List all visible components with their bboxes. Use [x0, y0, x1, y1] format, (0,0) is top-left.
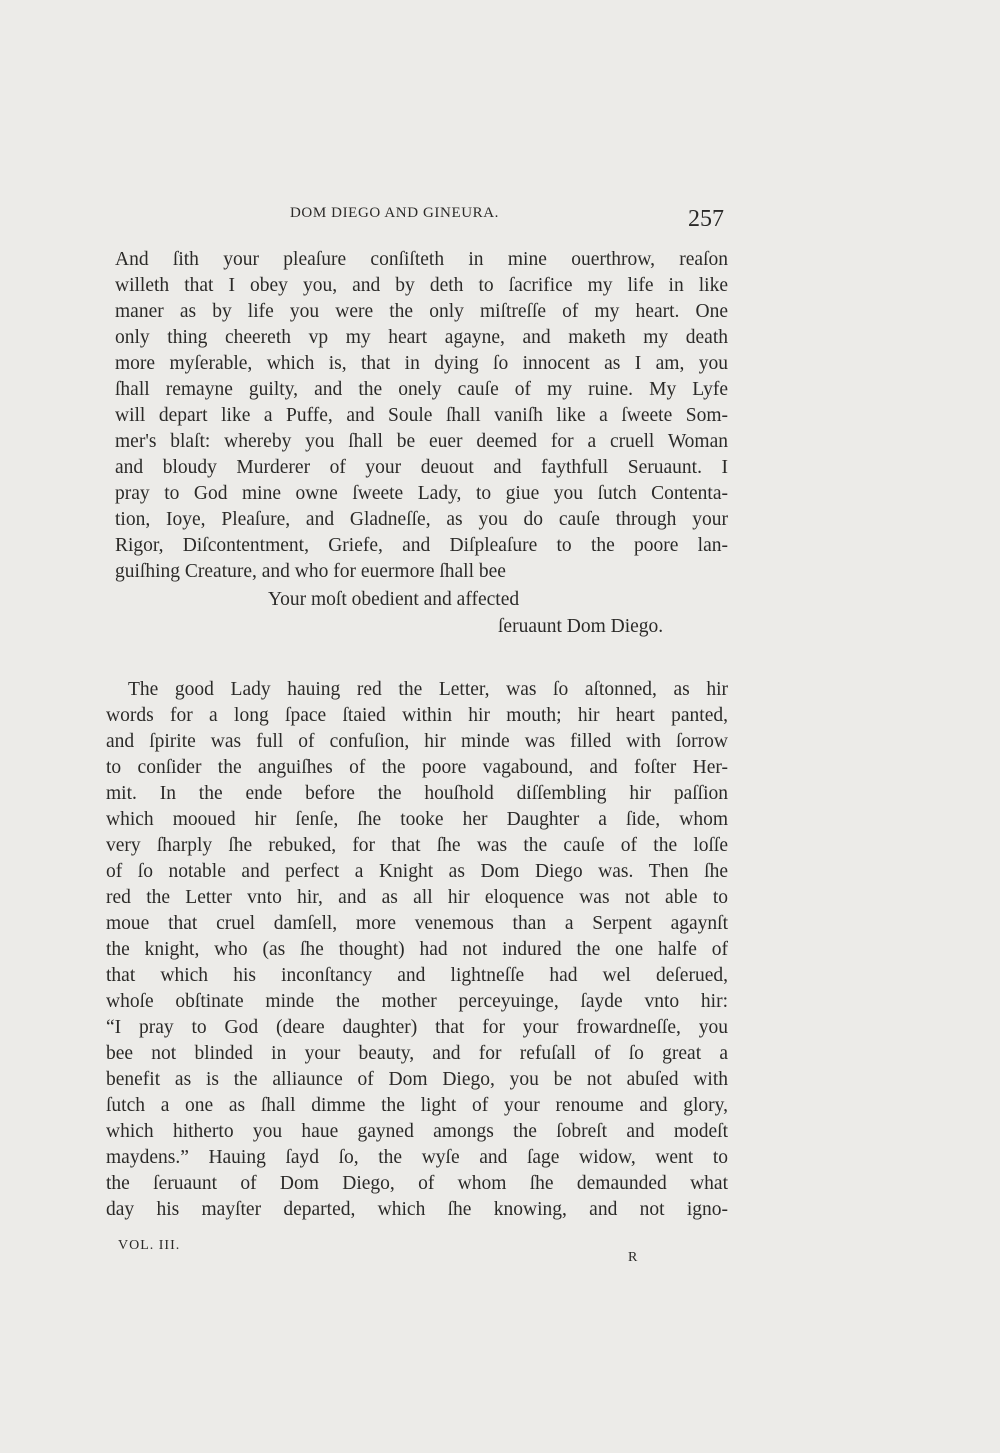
letter-closing: Your moſt obedient and affected — [268, 589, 520, 610]
narrative-line: the ſeruaunt of Dom Diego, of whom ſhe demaunded what — [106, 1173, 728, 1194]
letter-line: more myſerable, which is, that in dying ſo innocent as I am, you — [115, 353, 728, 374]
narrative-line: maydens.” Hauing ſayd ſo, the wyſe and ſage widow, went to — [106, 1147, 728, 1168]
narrative-line: red the Letter vnto hir, and as all hir eloquence was not able to — [106, 887, 728, 908]
narrative-line: very ſharply ſhe rebuked, for that ſhe was the cauſe of the loſſe — [106, 835, 728, 856]
letter-line: ſhall remayne guilty, and the onely cauſe of my ruine. My Lyfe — [115, 379, 728, 400]
narrative-line: which hitherto you haue gayned amongs the ſobreſt and modeſt — [106, 1121, 728, 1142]
narrative-line: that which his inconſtancy and lightneſſe had wel deſerued, — [106, 965, 728, 986]
letter-line: And ſith your pleaſure conſiſteth in mine ouerthrow, reaſon — [115, 249, 728, 270]
letter-line: and bloudy Murderer of your deuout and faythfull Seruaunt. I — [115, 457, 728, 478]
narrative-line: the knight, who (as ſhe thought) had not indured the one halfe of — [106, 939, 728, 960]
narrative-line: and ſpirite was full of confuſion, hir minde was filled with ſorrow — [106, 731, 728, 752]
narrative-line: words for a long ſpace ſtaied within hir mouth; hir heart panted, — [106, 705, 728, 726]
letter-line: pray to God mine owne ſweete Lady, to giue you ſutch Contenta- — [115, 483, 728, 504]
narrative-line: moue that cruel damſell, more venemous than a Serpent agaynſt — [106, 913, 728, 934]
running-title: DOM DIEGO AND GINEURA. — [290, 205, 500, 221]
narrative-line: to conſider the anguiſhes of the poore vagabound, and foſter Her- — [106, 757, 728, 778]
narrative-line: benefit as is the alliaunce of Dom Diego, you be not abuſed with — [106, 1069, 728, 1090]
letter-line: tion, Ioye, Pleaſure, and Gladneſſe, as you do cauſe through your — [115, 509, 728, 530]
letter-line: only thing cheereth vp my heart agayne, and maketh my death — [115, 327, 728, 348]
narrative-line: day his mayſter departed, which ſhe knowing, and not igno- — [106, 1199, 728, 1220]
letter-signature: ſeruaunt Dom Diego. — [498, 616, 664, 637]
letter-line: willeth that I obey you, and by deth to ſacrifice my life in like — [115, 275, 728, 296]
signature-mark: R — [628, 1250, 638, 1265]
letter-last-line: guiſhing Creature, and who for euermore ſhall bee — [115, 561, 506, 582]
letter-line: will depart like a Puffe, and Soule ſhall vaniſh like a ſweete Som- — [115, 405, 728, 426]
letter-line: mer's blaſt: whereby you ſhall be euer deemed for a cruell Woman — [115, 431, 728, 452]
letter-line: Rigor, Diſcontentment, Griefe, and Diſpleaſure to the poore lan- — [115, 535, 728, 556]
narrative-line: of ſo notable and perfect a Knight as Dom Diego was. Then ſhe — [106, 861, 728, 882]
narrative-line: “I pray to God (deare daughter) that for your frowardneſſe, you — [106, 1017, 728, 1038]
narrative-line: bee not blinded in your beauty, and for refuſall of ſo great a — [106, 1043, 728, 1064]
narrative-line: mit. In the ende before the houſhold diſſembling hir paſſion — [106, 783, 728, 804]
volume-label: VOL. III. — [118, 1238, 181, 1253]
letter-line: maner as by life you were the only miſtreſſe of my heart. One — [115, 301, 728, 322]
page-number: 257 — [688, 206, 724, 232]
narrative-line: whoſe obſtinate minde the mother perceyuinge, ſayde vnto hir: — [106, 991, 728, 1012]
narrative-line: The good Lady hauing red the Letter, was ſo aſtonned, as hir — [128, 679, 728, 700]
narrative-line: which mooued hir ſenſe, ſhe tooke her Daughter a ſide, whom — [106, 809, 728, 830]
narrative-line: ſutch a one as ſhall dimme the light of your renoume and glory, — [106, 1095, 728, 1116]
